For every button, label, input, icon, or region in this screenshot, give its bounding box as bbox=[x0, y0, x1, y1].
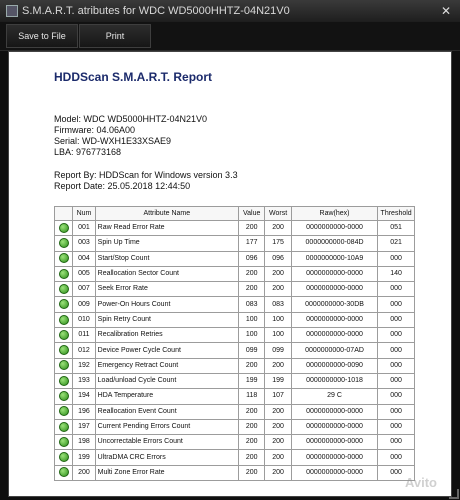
col-status bbox=[55, 207, 73, 221]
attr-raw: 0000000000-0000 bbox=[291, 450, 377, 465]
col-value: Value bbox=[238, 207, 264, 221]
table-row bbox=[55, 221, 415, 236]
attr-raw: 0000000000-0090 bbox=[291, 358, 377, 373]
attr-worst: 200 bbox=[265, 221, 291, 236]
attr-threshold: 000 bbox=[378, 343, 415, 358]
attr-name: Recalibration Retries bbox=[95, 328, 238, 343]
attr-name: Multi Zone Error Rate bbox=[95, 465, 238, 480]
attr-worst: 175 bbox=[265, 236, 291, 251]
attr-raw: 0000000000-0000 bbox=[291, 312, 377, 327]
lba-line: LBA: 976773168 bbox=[54, 147, 122, 157]
attr-value: 200 bbox=[238, 435, 264, 450]
status-ok-icon bbox=[59, 452, 69, 462]
attr-raw: 0000000000-0000 bbox=[291, 404, 377, 419]
status-ok-icon bbox=[59, 284, 69, 294]
attr-value: 083 bbox=[238, 297, 264, 312]
attr-threshold: 000 bbox=[378, 282, 415, 297]
attr-value: 200 bbox=[238, 221, 264, 236]
status-cell bbox=[55, 328, 73, 343]
attr-num: 011 bbox=[73, 328, 95, 343]
status-ok-icon bbox=[59, 330, 69, 340]
attr-worst: 199 bbox=[265, 373, 291, 388]
attr-threshold: 000 bbox=[378, 328, 415, 343]
attr-value: 118 bbox=[238, 389, 264, 404]
resize-grip[interactable] bbox=[449, 489, 459, 499]
attr-value: 200 bbox=[238, 358, 264, 373]
table-header-row bbox=[55, 207, 415, 221]
attr-name: UltraDMA CRC Errors bbox=[95, 450, 238, 465]
attr-worst: 200 bbox=[265, 404, 291, 419]
attr-num: 001 bbox=[73, 221, 95, 236]
col-raw: Raw(hex) bbox=[291, 207, 377, 221]
attr-threshold: 000 bbox=[378, 404, 415, 419]
attr-name: Current Pending Errors Count bbox=[95, 419, 238, 434]
status-cell bbox=[55, 312, 73, 327]
attr-worst: 200 bbox=[265, 465, 291, 480]
status-cell bbox=[55, 435, 73, 450]
attr-num: 200 bbox=[73, 465, 95, 480]
close-icon[interactable]: ✕ bbox=[440, 4, 452, 18]
attr-worst: 107 bbox=[265, 389, 291, 404]
report-panel bbox=[8, 51, 452, 497]
col-attribute-name: Attribute Name bbox=[95, 207, 238, 221]
status-cell bbox=[55, 251, 73, 266]
smart-table bbox=[54, 206, 415, 481]
window-title: S.M.A.R.T. atributes for WDC WD5000HHTZ-04N21V0 bbox=[22, 5, 290, 17]
status-cell bbox=[55, 236, 73, 251]
attr-worst: 200 bbox=[265, 282, 291, 297]
attr-name: HDA Temperature bbox=[95, 389, 238, 404]
attr-threshold: 000 bbox=[378, 373, 415, 388]
report-meta bbox=[54, 170, 238, 192]
status-cell bbox=[55, 373, 73, 388]
attr-threshold: 140 bbox=[378, 266, 415, 281]
attr-value: 200 bbox=[238, 465, 264, 480]
attr-num: 199 bbox=[73, 450, 95, 465]
attr-raw: 0000000000-0000 bbox=[291, 282, 377, 297]
status-cell bbox=[55, 343, 73, 358]
attr-value: 100 bbox=[238, 312, 264, 327]
table-row bbox=[55, 266, 415, 281]
attr-num: 007 bbox=[73, 282, 95, 297]
status-cell bbox=[55, 266, 73, 281]
attr-num: 005 bbox=[73, 266, 95, 281]
attr-num: 004 bbox=[73, 251, 95, 266]
attr-value: 199 bbox=[238, 373, 264, 388]
attr-name: Seek Error Rate bbox=[95, 282, 238, 297]
attr-name: Device Power Cycle Count bbox=[95, 343, 238, 358]
table-row bbox=[55, 297, 415, 312]
attr-worst: 100 bbox=[265, 328, 291, 343]
attr-raw: 0000000000-0000 bbox=[291, 419, 377, 434]
table-row bbox=[55, 465, 415, 480]
attr-worst: 200 bbox=[265, 435, 291, 450]
attr-threshold: 000 bbox=[378, 251, 415, 266]
status-cell bbox=[55, 297, 73, 312]
attr-num: 197 bbox=[73, 419, 95, 434]
status-ok-icon bbox=[59, 253, 69, 263]
attr-raw: 0000000000-30DB bbox=[291, 297, 377, 312]
attr-name: Spin Retry Count bbox=[95, 312, 238, 327]
attr-name: Start/Stop Count bbox=[95, 251, 238, 266]
status-ok-icon bbox=[59, 467, 69, 477]
attr-name: Reallocation Sector Count bbox=[95, 266, 238, 281]
attr-raw: 0000000000-10A9 bbox=[291, 251, 377, 266]
attr-name: Emergency Retract Count bbox=[95, 358, 238, 373]
attr-value: 200 bbox=[238, 266, 264, 281]
status-ok-icon bbox=[59, 437, 69, 447]
status-cell bbox=[55, 358, 73, 373]
col-worst: Worst bbox=[265, 207, 291, 221]
attr-num: 196 bbox=[73, 404, 95, 419]
attr-name: Reallocation Event Count bbox=[95, 404, 238, 419]
attr-raw: 0000000000-07AD bbox=[291, 343, 377, 358]
status-ok-icon bbox=[59, 223, 69, 233]
attr-num: 012 bbox=[73, 343, 95, 358]
status-cell bbox=[55, 419, 73, 434]
attr-value: 177 bbox=[238, 236, 264, 251]
attr-value: 100 bbox=[238, 328, 264, 343]
table-row bbox=[55, 282, 415, 297]
table-row bbox=[55, 389, 415, 404]
attr-num: 194 bbox=[73, 389, 95, 404]
attr-worst: 200 bbox=[265, 419, 291, 434]
attr-value: 200 bbox=[238, 419, 264, 434]
attr-worst: 200 bbox=[265, 450, 291, 465]
attr-name: Uncorrectable Errors Count bbox=[95, 435, 238, 450]
attr-raw: 29 C bbox=[291, 389, 377, 404]
attr-name: Raw Read Error Rate bbox=[95, 221, 238, 236]
report-title: HDDScan S.M.A.R.T. Report bbox=[54, 70, 213, 84]
attr-num: 010 bbox=[73, 312, 95, 327]
attr-threshold: 051 bbox=[378, 221, 415, 236]
attr-threshold: 000 bbox=[378, 297, 415, 312]
attr-threshold: 000 bbox=[378, 465, 415, 480]
status-ok-icon bbox=[59, 345, 69, 355]
status-ok-icon bbox=[59, 406, 69, 416]
table-row bbox=[55, 373, 415, 388]
attr-name: Spin Up Time bbox=[95, 236, 238, 251]
serial-line: Serial: WD-WXH1E33XSAE9 bbox=[54, 136, 172, 146]
attr-num: 192 bbox=[73, 358, 95, 373]
model-line: Model: WDC WD5000HHTZ-04N21V0 bbox=[54, 114, 208, 124]
attr-raw: 0000000000-0000 bbox=[291, 266, 377, 281]
attr-worst: 083 bbox=[265, 297, 291, 312]
table-row bbox=[55, 404, 415, 419]
attr-value: 200 bbox=[238, 450, 264, 465]
attr-num: 193 bbox=[73, 373, 95, 388]
table-row bbox=[55, 328, 415, 343]
attr-num: 198 bbox=[73, 435, 95, 450]
table-row bbox=[55, 435, 415, 450]
title-bar bbox=[0, 0, 460, 22]
attr-value: 200 bbox=[238, 282, 264, 297]
col-threshold: Threshold bbox=[378, 207, 415, 221]
attr-value: 099 bbox=[238, 343, 264, 358]
table-row bbox=[55, 251, 415, 266]
attr-value: 096 bbox=[238, 251, 264, 266]
attr-name: Load/unload Cycle Count bbox=[95, 373, 238, 388]
table-row bbox=[55, 419, 415, 434]
status-ok-icon bbox=[59, 376, 69, 386]
attr-threshold: 000 bbox=[378, 419, 415, 434]
table-row bbox=[55, 343, 415, 358]
attr-name: Power-On Hours Count bbox=[95, 297, 238, 312]
attr-raw: 0000000000-0000 bbox=[291, 465, 377, 480]
attr-threshold: 021 bbox=[378, 236, 415, 251]
report-by-line: Report By: HDDScan for Windows version 3.3 bbox=[54, 170, 238, 180]
attr-value: 200 bbox=[238, 404, 264, 419]
table-row bbox=[55, 450, 415, 465]
table-row bbox=[55, 312, 415, 327]
attr-threshold: 000 bbox=[378, 358, 415, 373]
attr-worst: 099 bbox=[265, 343, 291, 358]
status-ok-icon bbox=[59, 360, 69, 370]
attr-threshold: 000 bbox=[378, 389, 415, 404]
attr-raw: 0000000000-1018 bbox=[291, 373, 377, 388]
status-ok-icon bbox=[59, 422, 69, 432]
attr-threshold: 000 bbox=[378, 450, 415, 465]
status-cell bbox=[55, 404, 73, 419]
attr-worst: 096 bbox=[265, 251, 291, 266]
status-ok-icon bbox=[59, 238, 69, 248]
app-icon bbox=[6, 5, 18, 17]
attr-raw: 0000000000-0000 bbox=[291, 221, 377, 236]
attr-num: 009 bbox=[73, 297, 95, 312]
attr-threshold: 000 bbox=[378, 312, 415, 327]
status-cell bbox=[55, 450, 73, 465]
status-cell bbox=[55, 221, 73, 236]
attr-worst: 200 bbox=[265, 358, 291, 373]
status-ok-icon bbox=[59, 315, 69, 325]
attr-raw: 0000000000-084D bbox=[291, 236, 377, 251]
drive-info bbox=[54, 114, 207, 158]
save-to-file-button[interactable]: Save to File bbox=[6, 24, 78, 48]
table-row bbox=[55, 236, 415, 251]
status-cell bbox=[55, 389, 73, 404]
print-button[interactable]: Print bbox=[79, 24, 151, 48]
attr-raw: 0000000000-0000 bbox=[291, 328, 377, 343]
status-cell bbox=[55, 282, 73, 297]
table-row bbox=[55, 358, 415, 373]
status-ok-icon bbox=[59, 391, 69, 401]
report-date-line: Report Date: 25.05.2018 12:44:50 bbox=[54, 181, 191, 191]
attr-raw: 0000000000-0000 bbox=[291, 435, 377, 450]
col-num: Num bbox=[73, 207, 95, 221]
toolbar bbox=[0, 22, 460, 51]
attr-worst: 100 bbox=[265, 312, 291, 327]
firmware-line: Firmware: 04.06A00 bbox=[54, 125, 136, 135]
status-ok-icon bbox=[59, 269, 69, 279]
attr-worst: 200 bbox=[265, 266, 291, 281]
attr-num: 003 bbox=[73, 236, 95, 251]
watermark: Avito bbox=[404, 475, 437, 490]
status-ok-icon bbox=[59, 299, 69, 309]
attr-threshold: 000 bbox=[378, 435, 415, 450]
status-cell bbox=[55, 465, 73, 480]
